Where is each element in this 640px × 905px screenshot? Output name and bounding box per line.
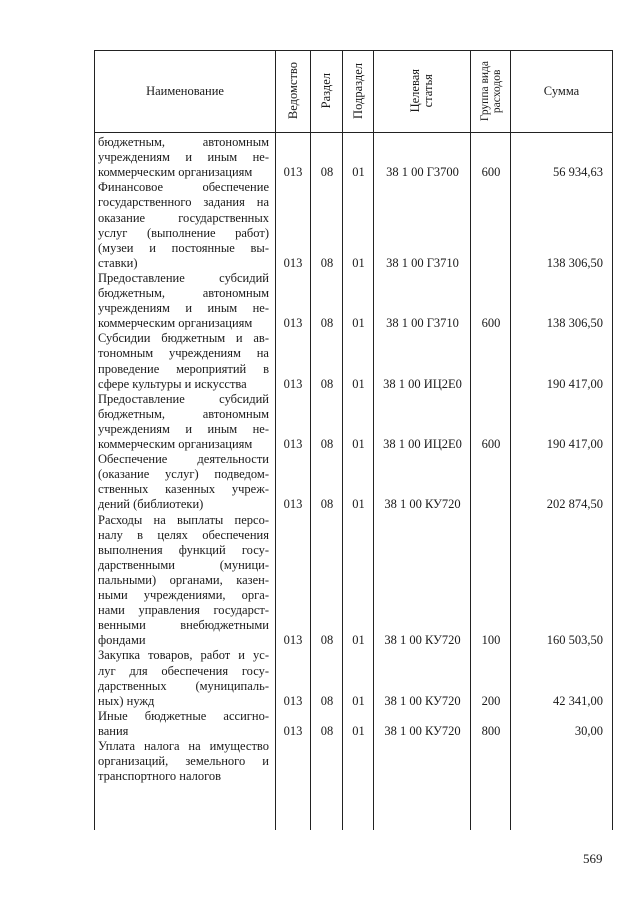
row-vedomstvo: 013 xyxy=(283,693,303,708)
row-summa: 190 417,00 xyxy=(546,376,603,391)
row-name-line: коммерческим организациям xyxy=(98,165,253,180)
row-vedomstvo: 013 xyxy=(283,633,303,648)
row-name-line: оказание государственных xyxy=(98,210,269,225)
row-razdel: 08 xyxy=(320,723,334,738)
page-number: 569 xyxy=(583,851,603,866)
row-name-line: фондами xyxy=(98,633,146,648)
row-razdel: 08 xyxy=(320,376,334,391)
header-summa: Сумма xyxy=(543,83,580,98)
row-name-line: вания xyxy=(98,723,129,738)
row-name-line: бюджетным, автономным xyxy=(98,135,269,149)
row-name-line: Закупка товаров, работ и ус- xyxy=(98,648,269,663)
row-celevaya-statya: 38 1 00 КУ720 xyxy=(384,633,461,648)
row-razdel: 08 xyxy=(320,437,334,451)
header-podrazdel: Подраздел xyxy=(350,63,365,119)
table-border-right xyxy=(612,50,613,830)
row-vedomstvo: 013 xyxy=(283,437,303,451)
row-name-line: бюджетным, автономным xyxy=(98,286,269,300)
row-name-line: дений (библиотеки) xyxy=(98,497,204,512)
row-name-line: ственных казенных учреж- xyxy=(98,482,269,497)
row-name-line: сфере культуры и искусства xyxy=(98,376,247,391)
row-name-line: Предоставление субсидий xyxy=(98,270,269,285)
row-razdel: 08 xyxy=(320,165,334,180)
row-name-line: Расходы на выплаты персо- xyxy=(98,512,269,527)
row-name-line: коммерческим организациям xyxy=(98,437,253,451)
row-name-line: ных) нужд xyxy=(98,693,155,708)
row-podrazdel: 01 xyxy=(352,437,365,451)
row-summa: 202 874,50 xyxy=(546,497,603,512)
row-gruppa: 800 xyxy=(481,723,501,738)
row-podrazdel: 01 xyxy=(352,376,365,391)
header-celevaya-statya: Целевая статья xyxy=(408,69,435,113)
row-summa: 160 503,50 xyxy=(546,633,603,648)
row-name-line: ставки) xyxy=(98,255,138,270)
row-celevaya-statya: 38 1 00 Г3710 xyxy=(386,316,459,331)
header-gruppa-vida-rashodov: Группа вида расходов xyxy=(478,60,503,122)
row-gruppa: 600 xyxy=(481,316,501,331)
row-name-line: тономным учреждениям на xyxy=(98,346,269,361)
row-vedomstvo: 013 xyxy=(283,165,303,180)
row-name-line: нами управления государст- xyxy=(98,603,269,618)
row-summa: 30,00 xyxy=(574,723,603,738)
row-celevaya-statya: 38 1 00 КУ720 xyxy=(384,723,461,738)
row-name-line: дарственных (муниципаль- xyxy=(98,678,269,693)
header-name: Наименование xyxy=(146,83,224,98)
row-name-line: венными внебюджетными xyxy=(98,618,269,633)
row-razdel: 08 xyxy=(320,316,334,331)
table-header-divider xyxy=(94,132,613,133)
row-gruppa: 600 xyxy=(481,437,501,451)
row-name-line: учреждениям и иным не- xyxy=(98,150,269,165)
row-podrazdel: 01 xyxy=(352,693,365,708)
row-name-line: Обеспечение деятельности xyxy=(98,452,269,467)
row-name-line: государственного задания на xyxy=(98,195,269,210)
row-gruppa: 100 xyxy=(481,633,501,648)
row-gruppa: 600 xyxy=(481,165,501,180)
table-border-left xyxy=(94,50,95,830)
row-podrazdel: 01 xyxy=(352,255,365,270)
row-celevaya-statya: 38 1 00 КУ720 xyxy=(384,497,461,512)
row-podrazdel: 01 xyxy=(352,497,365,512)
row-vedomstvo: 013 xyxy=(283,376,303,391)
row-celevaya-statya: 38 1 00 ИЦ2Е0 xyxy=(383,376,462,391)
row-name-line: учреждениям и иным не- xyxy=(98,421,269,436)
row-name-line: пальными) органами, казен- xyxy=(98,572,269,587)
row-razdel: 08 xyxy=(320,497,334,512)
row-celevaya-statya: 38 1 00 Г3710 xyxy=(386,255,459,270)
row-podrazdel: 01 xyxy=(352,165,365,180)
row-razdel: 08 xyxy=(320,633,334,648)
row-name-line: Предоставление субсидий xyxy=(98,391,269,406)
row-name-line: (музеи и постоянные вы- xyxy=(98,240,269,255)
row-name-line: ными учреждениями, орга- xyxy=(98,588,269,602)
header-razdel: Раздел xyxy=(319,73,333,109)
row-name-line: Уплата налога на имущество xyxy=(98,739,269,753)
row-podrazdel: 01 xyxy=(352,316,365,331)
row-name-line: дарственными (муници- xyxy=(98,557,269,572)
row-name-line: учреждениям и иным не- xyxy=(98,301,269,316)
row-vedomstvo: 013 xyxy=(283,497,303,512)
row-summa: 56 934,63 xyxy=(553,165,603,180)
row-vedomstvo: 013 xyxy=(283,255,303,270)
row-name-line: (оказание услуг) подведом- xyxy=(98,467,269,482)
row-name-line: Финансовое обеспечение xyxy=(98,180,269,195)
row-gruppa: 200 xyxy=(481,693,501,708)
row-name-line: проведение мероприятий в xyxy=(98,361,269,376)
row-vedomstvo: 013 xyxy=(283,316,303,331)
row-summa: 138 306,50 xyxy=(546,255,603,270)
row-summa: 190 417,00 xyxy=(546,437,603,451)
row-name-line: выполнения функций госу- xyxy=(98,542,269,557)
row-celevaya-statya: 38 1 00 Г3700 xyxy=(386,165,459,180)
row-name-line: луг для обеспечения госу- xyxy=(98,663,269,678)
header-vedomstvo: Ведомство xyxy=(285,62,300,120)
row-name-line: транспортного налогов xyxy=(98,769,222,784)
row-name-line: бюджетным, автономным xyxy=(98,406,269,421)
row-celevaya-statya: 38 1 00 ИЦ2Е0 xyxy=(383,437,462,451)
row-razdel: 08 xyxy=(320,693,334,708)
row-vedomstvo: 013 xyxy=(283,723,303,738)
row-summa: 42 341,00 xyxy=(553,693,603,708)
row-podrazdel: 01 xyxy=(352,633,365,648)
row-celevaya-statya: 38 1 00 КУ720 xyxy=(384,693,461,708)
row-name-line: услуг (выполнение работ) xyxy=(98,225,269,240)
row-name-line: организаций, земельного и xyxy=(98,754,269,769)
row-podrazdel: 01 xyxy=(352,723,365,738)
row-name-line: Иные бюджетные ассигно- xyxy=(98,708,269,723)
row-name-line: коммерческим организациям xyxy=(98,316,253,331)
row-name-line: Субсидии бюджетным и ав- xyxy=(98,331,269,346)
row-name-line: налу в целях обеспечения xyxy=(98,527,269,542)
row-summa: 138 306,50 xyxy=(546,316,603,331)
row-razdel: 08 xyxy=(320,255,334,270)
